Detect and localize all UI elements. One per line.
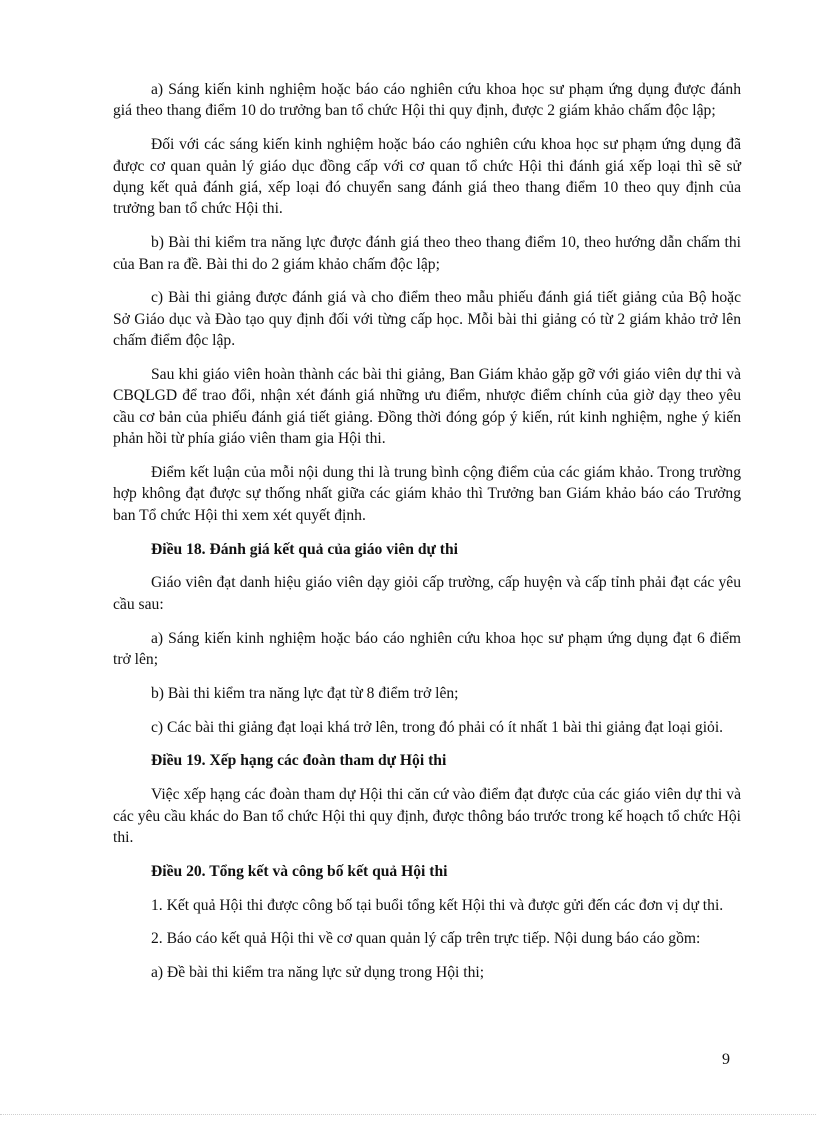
body-paragraph: Giáo viên đạt danh hiệu giáo viên dạy giỏi cấp trường, cấp huyện và cấp tỉnh phải đạt các yêu cầu sau:: [113, 574, 741, 613]
page-footer-divider: [0, 1114, 816, 1115]
page-number: 9: [722, 1051, 730, 1068]
body-paragraph: Đối với các sáng kiến kinh nghiệm hoặc báo cáo nghiên cứu khoa học sư phạm ứng dụng đã được cơ quan quản lý giáo dục đồng cấp với cơ quan tổ chức Hội thi đánh giá xếp loại thì sẽ sử dụng kết quả đánh giá, xếp loại đó chuyển sang đánh giá theo thang điểm 10 theo quy định của trưởng ban tổ chức Hội thi.: [113, 136, 741, 218]
body-paragraph: Điểm kết luận của mỗi nội dung thi là trung bình cộng điểm của các giám khảo. Trong trường hợp không đạt được sự thống nhất giữa các giám khảo thì Trưởng ban Giám khảo báo cáo Trưởng ban Tổ chức Hội thi xem xét quyết định.: [113, 464, 741, 524]
body-paragraph: a) Sáng kiến kinh nghiệm hoặc báo cáo nghiên cứu khoa học sư phạm ứng dụng đạt 6 điểm trở lên;: [113, 629, 741, 669]
body-paragraph: 1. Kết quả Hội thi được công bố tại buổi tổng kết Hội thi và được gửi đến các đơn vị dự thi.: [151, 896, 724, 914]
body-paragraph: c) Các bài thi giảng đạt loại khá trở lên, trong đó phải có ít nhất 1 bài thi giảng đạt loại giỏi.: [151, 718, 724, 736]
document-body: [113, 79, 741, 996]
body-paragraph: c) Bài thi giảng được đánh giá và cho điểm theo mẫu phiếu đánh giá tiết giảng của Bộ hoặc Sở Giáo dục và Đào tạo quy định đối với từng cấp học. Mỗi bài thi giảng có từ 2 giám khảo trở lên chấm điểm độc lập.: [113, 289, 741, 350]
article-heading: Điều 20. Tổng kết và công bố kết quả Hội thi: [151, 862, 448, 880]
article-heading: Điều 18. Đánh giá kết quả của giáo viên dự thi: [151, 540, 458, 558]
body-paragraph: a) Đề bài thi kiểm tra năng lực sử dụng trong Hội thi;: [151, 964, 485, 982]
body-paragraph: a) Sáng kiến kinh nghiệm hoặc báo cáo nghiên cứu khoa học sư phạm ứng dụng được đánh giá theo thang điểm 10 do trưởng ban tổ chức Hội thi quy định, được 2 giám khảo chấm độc lập;: [113, 81, 741, 120]
body-paragraph: Sau khi giáo viên hoàn thành các bài thi giảng, Ban Giám khảo gặp gỡ với giáo viên dự thi và CBQLGD để trao đổi, nhận xét đánh giá những ưu điểm, nhược điểm chính của giờ dạy theo yêu cầu cơ bản của phiếu đánh giá tiết giảng. Đồng thời đóng góp ý kiến, rút kinh nghiệm, nghe ý kiến phản hồi từ phía giáo viên tham gia Hội thi.: [113, 366, 741, 448]
body-paragraph: b) Bài thi kiểm tra năng lực đạt từ 8 điểm trở lên;: [151, 684, 459, 702]
body-paragraph: Việc xếp hạng các đoàn tham dự Hội thi căn cứ vào điểm đạt được của các giáo viên dự thi và các yêu cầu khác do Ban tổ chức Hội thi quy định, được thông báo trước trong kế hoạch tổ chức Hội thi.: [113, 786, 741, 847]
body-paragraph: b) Bài thi kiểm tra năng lực được đánh giá theo theo thang điểm 10, theo hướng dẫn chấm thi của Ban ra đề. Bài thi do 2 giám khảo chấm độc lập;: [113, 234, 741, 273]
body-paragraph: 2. Báo cáo kết quả Hội thi về cơ quan quản lý cấp trên trực tiếp. Nội dung báo cáo gồm:: [151, 930, 701, 948]
article-heading: Điều 19. Xếp hạng các đoàn tham dự Hội thi: [151, 752, 447, 770]
